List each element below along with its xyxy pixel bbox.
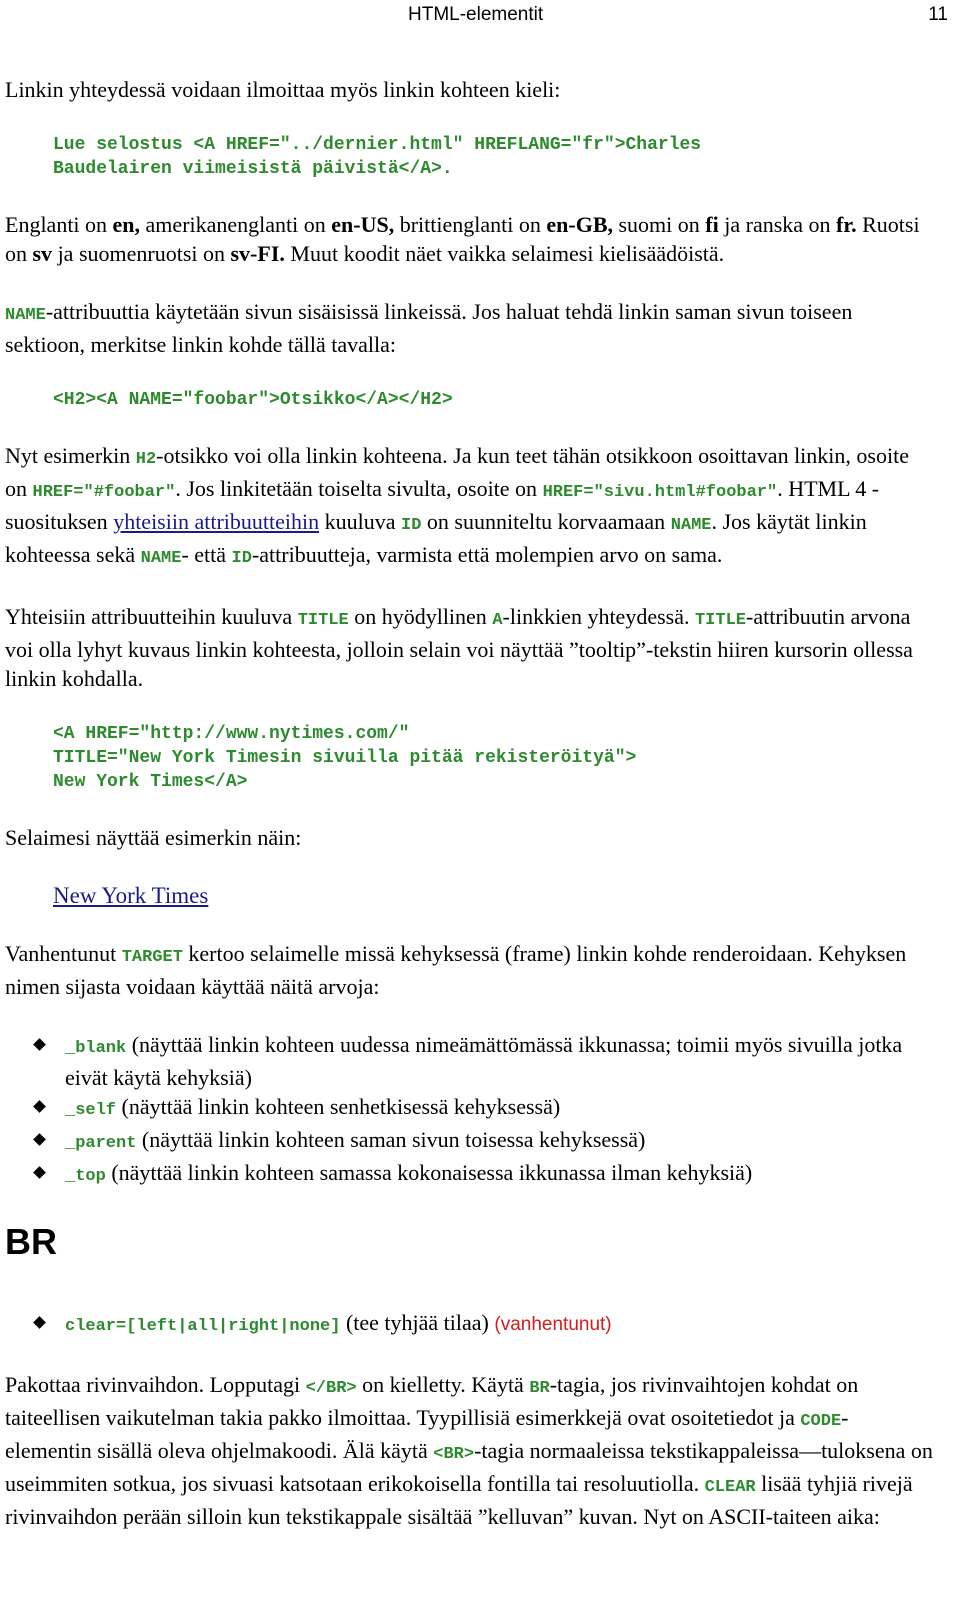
target-value-code: _top [65, 1167, 106, 1186]
bullet-diamond-icon [33, 1166, 46, 1179]
code-example-hreflang: Lue selostus <A HREF="../dernier.html" HREFLANG="fr">Charles Baudelairen viimeisistä päivistä</A>. [53, 135, 702, 179]
target-values-list [5, 1030, 935, 1191]
bullet-diamond-icon [33, 1100, 46, 1113]
lang-code-en-gb: en-GB, [546, 212, 613, 237]
inline-code-a: A [492, 611, 503, 630]
lang-code-en: en, [112, 212, 141, 237]
list-item: _parent (näyttää linkin kohteen saman sivun toisessa kehyksessä) [5, 1125, 935, 1158]
paragraph-br-description: Pakottaa rivinvaihdon. Lopputagi </BR> on kielletty. Käytä BR-tagia, jos rivinvaihtojen kohdat on taiteellisen vaikutelman takia pakko ilmoittaa. Tyypillisiä esimerkkejä ovat osoitetiedot ja CODE-elementin sisällä oleva ohjelmakoodi. Älä käytä <BR>-tagia normaaleissa tekstikappaleissa—tuloksena on useimmiten sotkua, jos sivuasi katsotaan erikokoisella fontilla tai resoluutiolla. CLEAR lisää tyhjiä rivejä rivinvaihdon perään silloin kun tekstikappale sisältää ”kelluvan” kuvan. Nyt on ASCII-taiteen aika: [5, 1372, 933, 1529]
deprecated-label: (vanhentunut) [494, 1314, 612, 1335]
paragraph-anchor-link: Nyt esimerkin H2-otsikko voi olla linkin kohteena. Ja kun teet tähän otsikkoon osoittavan linkin, osoite on HREF="#foobar". Jos linkitetään toiselta sivulta, osoite on HREF="sivu.html#foobar". HTML 4 -suosituksen yhteisiin attribuutteihin kuuluva ID on suunniteltu korvaamaan NAME. Jos käytät linkin kohteessa sekä NAME- että ID-attribuutteja, varmista että molempien arvo on sama. [5, 443, 909, 568]
inline-code-br-tag: <BR> [433, 1445, 475, 1464]
lang-code-sv: sv [32, 241, 53, 266]
code-example-anchor: <H2><A NAME="foobar">Otsikko</A></H2> [53, 390, 453, 410]
paragraph-title-attribute: Yhteisiin attribuutteihin kuuluva TITLE on hyödyllinen A-linkkien yhteydessä. TITLE-attribuutin arvona voi olla lyhyt kuvaus linkin kohteesta, jolloin selain voi näyttää ”tooltip”-tekstin hiiren kursorin ollessa linkin kohdalla. [5, 604, 913, 691]
inline-code-name: NAME [140, 549, 182, 568]
demo-link-container [53, 881, 935, 910]
paragraph-target-attribute: Vanhentunut TARGET kertoo selaimelle missä kehyksessä (frame) linkin kohde renderoidaan. Kehyksen nimen sijasta voidaan käyttää näitä arvoja: [5, 941, 907, 999]
paragraph-browser-shows: Selaimesi näyttää esimerkin näin: [5, 825, 302, 850]
inline-code-name: NAME [5, 306, 46, 325]
lang-code-sv-fi: sv-FI. [230, 241, 285, 266]
inline-code-h2: H2 [135, 450, 157, 469]
bullet-diamond-icon [33, 1133, 46, 1146]
inline-code-title: TITLE [297, 611, 349, 630]
document-body [5, 75, 935, 1560]
target-value-code: _self [65, 1101, 117, 1120]
page-number: 11 [928, 4, 948, 25]
lang-code-en-us: en-US, [331, 212, 395, 237]
inline-code-href-fragment: HREF="#foobar" [32, 483, 176, 502]
paragraph-language-codes: Englanti on en, amerikanenglanti on en-US, brittienglanti on en-GB, suomi on fi ja ranska on fr. Ruotsi on sv ja suomenruotsi on sv-FI. Muut koodit näet vaikka selaimesi kielisäädöistä. [5, 212, 920, 266]
list-item: clear=[left|all|right|none] (tee tyhjää tilaa) (vanhentunut) [5, 1308, 935, 1341]
inline-code-id: ID [401, 516, 422, 535]
bullet-diamond-icon [33, 1316, 46, 1329]
page-header [0, 0, 960, 26]
inline-code-br: BR [529, 1379, 550, 1398]
inline-code-id: ID [231, 549, 252, 568]
running-title: HTML-elementit [408, 4, 544, 25]
list-item: _blank (näyttää linkin kohteen uudessa nimeämättömässä ikkunassa; toimii myös sivuilla jotka eivät käytä kehyksiä) [5, 1030, 935, 1092]
inline-code-end-br: </BR> [305, 1379, 357, 1398]
lang-code-fr: fr. [836, 212, 857, 237]
inline-code-name: NAME [670, 516, 712, 535]
attribute-code-clear: clear=[left|all|right|none] [65, 1317, 341, 1336]
list-item: _top (näyttää linkin kohteen samassa kokonaisessa ikkunassa ilman kehyksiä) [5, 1158, 935, 1191]
target-value-code: _blank [65, 1039, 127, 1058]
code-example-title: <A HREF="http://www.nytimes.com/" TITLE="New York Timesin sivuilla pitää rekisteröityä"> New York Times</A> [53, 724, 637, 792]
lang-code-fi: fi [705, 212, 719, 237]
inline-code-href-page-fragment: HREF="sivu.html#foobar" [542, 483, 778, 502]
section-heading-br: BR [5, 1221, 57, 1262]
link-common-attributes[interactable]: yhteisiin attribuutteihin [113, 509, 320, 534]
target-value-code: _parent [65, 1134, 137, 1153]
bullet-diamond-icon [33, 1038, 46, 1051]
inline-code-target: TARGET [121, 948, 183, 967]
list-item: _self (näyttää linkin kohteen senhetkisessä kehyksessä) [5, 1092, 935, 1125]
demo-link-new-york-times[interactable]: New York Times [53, 883, 209, 908]
inline-code-code: CODE [800, 1412, 842, 1431]
paragraph-hreflang-intro: Linkin yhteydessä voidaan ilmoittaa myös linkin kohteen kieli: [5, 77, 561, 102]
paragraph-name-attribute: NAME-attribuuttia käytetään sivun sisäisissä linkeissä. Jos haluat tehdä linkin saman sivun toiseen sektioon, merkitse linkin kohde tällä tavalla: [5, 299, 853, 357]
inline-code-title: TITLE [694, 611, 746, 630]
inline-code-clear: CLEAR [704, 1478, 756, 1497]
br-attributes-list [5, 1308, 935, 1341]
